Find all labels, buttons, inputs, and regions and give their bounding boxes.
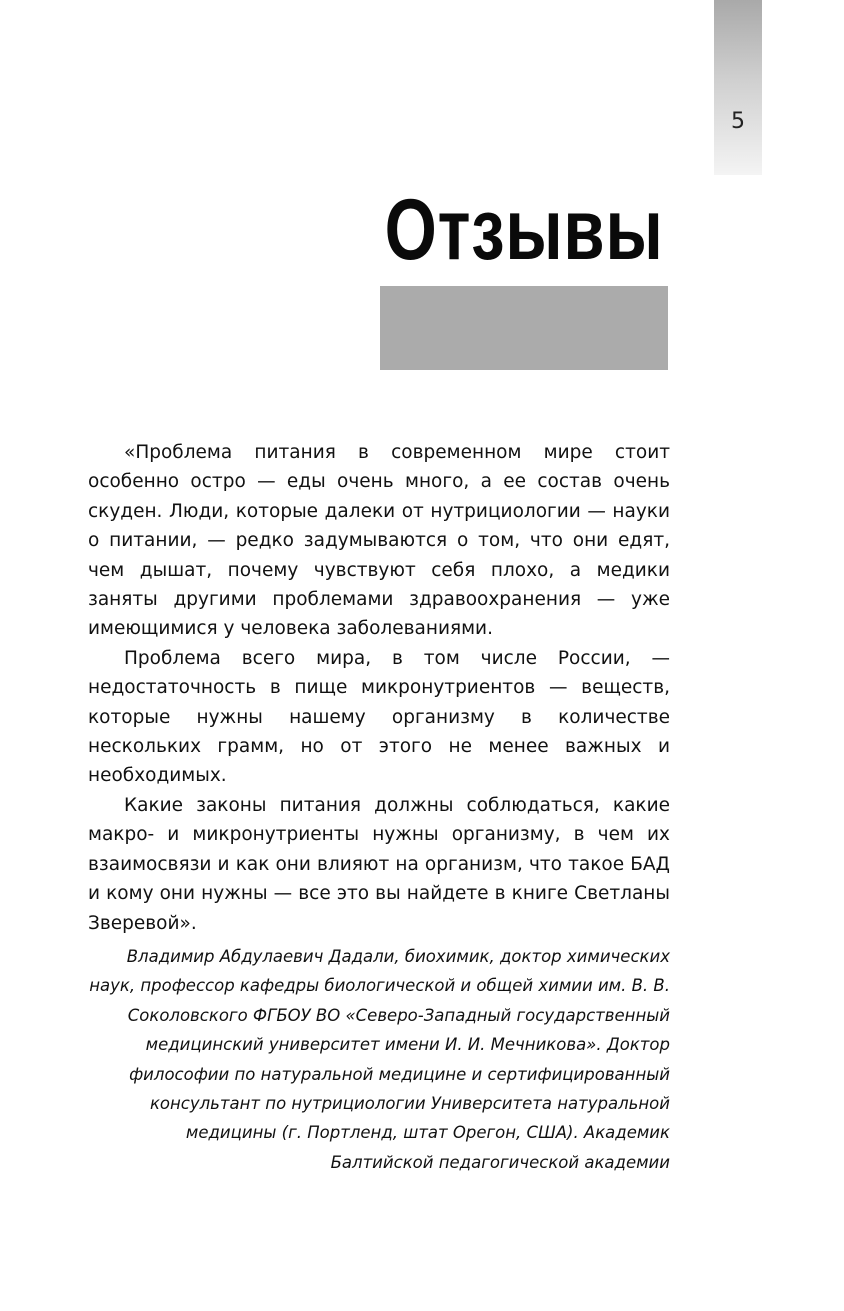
title-decoration-bar — [380, 286, 668, 370]
review-attribution: Владимир Абдулаевич Дадали, биохимик, доктор химических наук, профессор кафедры биологической и общей химии им. В. В. Соколовского ФГБОУ ВО «Северо-Западный государственный медицинский университет имени И. И. Мечникова». Доктор философии по натуральной медицине и сертифицированный консультант по нутрициологии Университета натуральной медицины (г. Портленд, штат Орегон, США). Академик Балтийской педагогической академии — [89, 946, 670, 1172]
page-number-tab — [714, 0, 762, 175]
review-paragraph-1: «Проблема питания в современном мире стоит особенно остро — еды очень много, а ее состав очень скуден. Люди, которые далеки от нутрициологии — науки о питании, — редко задумываются о том, что они едят, чем дышат, почему чувствуют себя плохо, а медики заняты другими проблемами здравоохранения — уже имеющимися у человека заболеваниями. — [88, 442, 670, 640]
page-number: 5 — [731, 109, 745, 134]
review-paragraph-2: Проблема всего мира, в том числе России, — недостаточность в пище микронутриентов — веществ, которые нужны нашему организму в количестве нескольких грамм, но от этого не менее важных и необходимых. — [88, 647, 670, 787]
review-paragraph-3: Какие законы питания должны соблюдаться, какие макро- и микронутриенты нужны организму, в чем их взаимосвязи и как они влияют на организм, что такое БАД и кому они нужны — все это вы найдете в книге Светланы Зверевой». — [88, 794, 670, 934]
chapter-title: Отзывы — [385, 182, 664, 278]
review-body — [88, 438, 670, 1177]
